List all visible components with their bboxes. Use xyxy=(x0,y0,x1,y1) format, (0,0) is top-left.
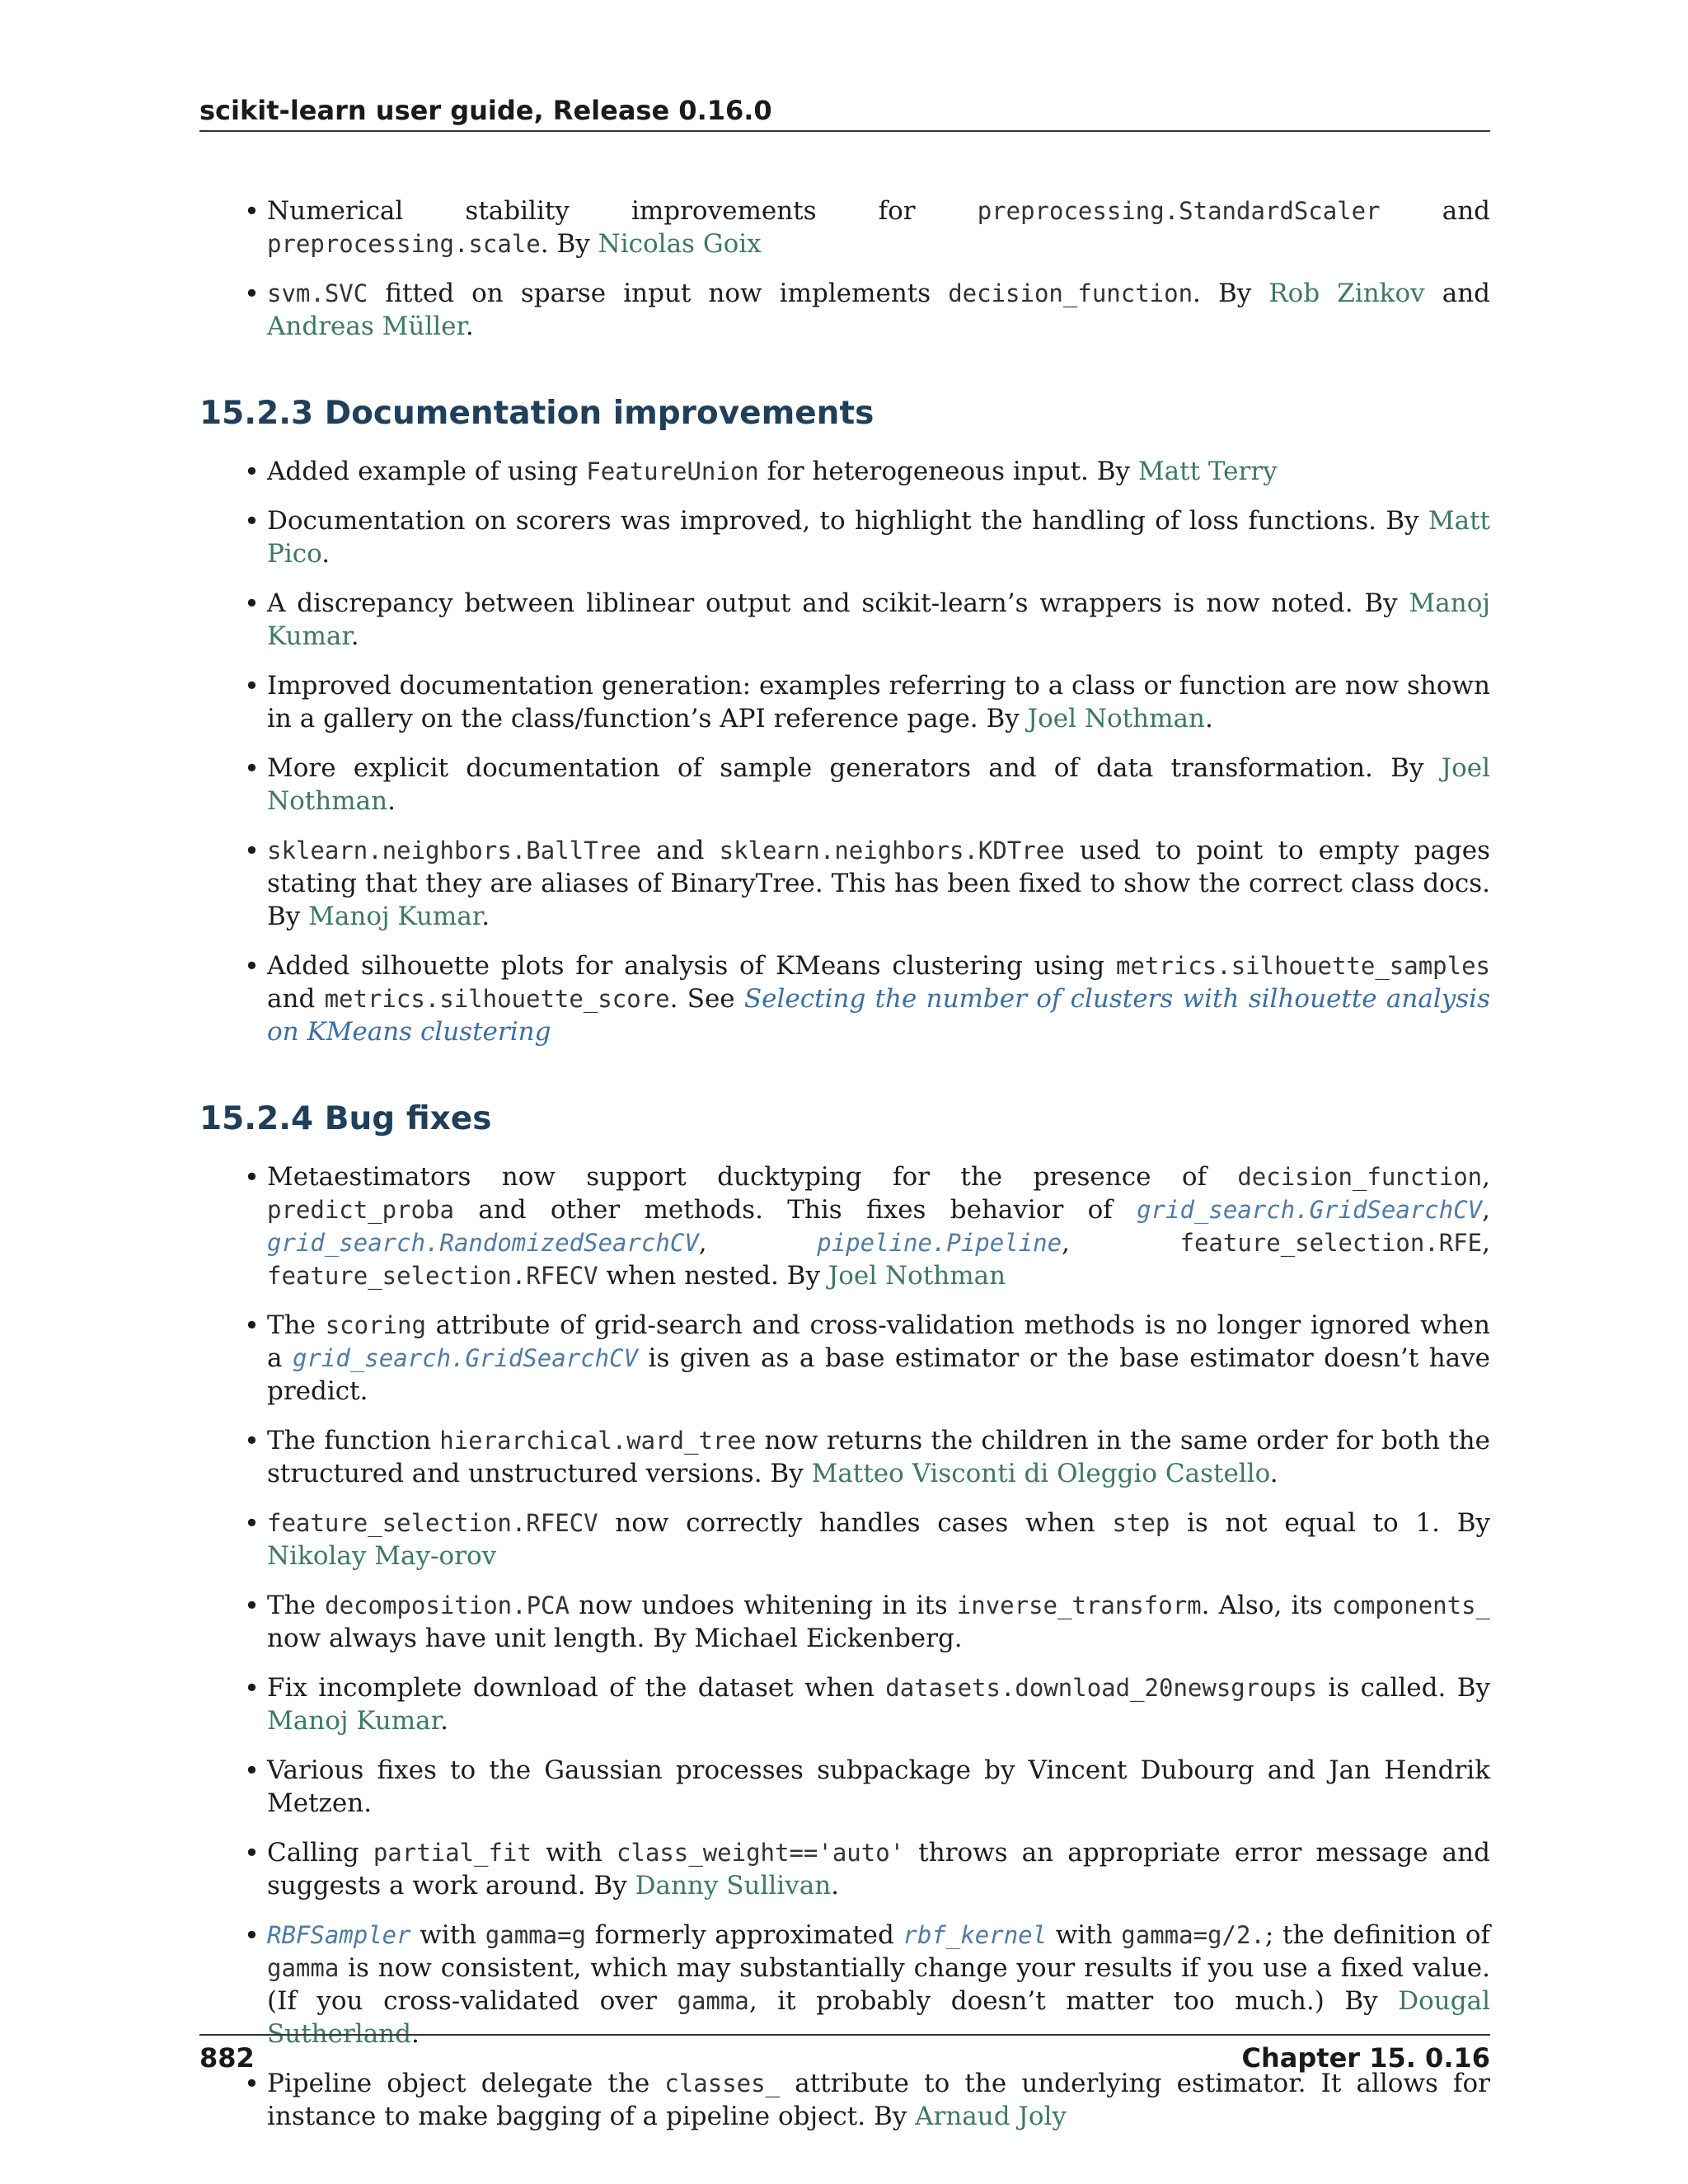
text: The xyxy=(267,1591,326,1620)
text: . xyxy=(350,621,359,651)
code-ref: datasets.download_20newsgroups xyxy=(885,1674,1318,1702)
text: and xyxy=(640,836,720,865)
code-ref: preprocessing.StandardScaler xyxy=(977,197,1381,225)
text: Calling xyxy=(267,1838,373,1868)
text: . xyxy=(411,2019,420,2049)
text: Added silhouette plots for analysis of KMeans clustering using xyxy=(267,951,1117,981)
list-item xyxy=(199,1836,1490,1902)
text: used to point to empty pages stating that they are aliases of BinaryTree. This has been fixed to show the correct class docs. By xyxy=(267,836,1490,931)
list-item xyxy=(199,455,1490,488)
section-heading-bug-fixes: 15.2.4 Bug fixes xyxy=(199,1100,492,1137)
list-item xyxy=(199,1754,1490,1820)
text: . xyxy=(1269,1459,1278,1488)
example-link[interactable]: Selecting the number of clusters with silhouette analysis on KMeans clustering xyxy=(267,984,1490,1047)
code-ref: metrics.silhouette_score xyxy=(324,985,670,1013)
code-ref: decomposition.PCA xyxy=(325,1591,570,1619)
text: . xyxy=(440,1706,448,1736)
text: formerly approximated xyxy=(586,1920,903,1950)
list-item xyxy=(199,504,1490,570)
text: . xyxy=(1204,704,1213,733)
author-link[interactable]: Joel Nothman xyxy=(1027,704,1205,733)
text: . xyxy=(321,539,331,569)
code-ref: scoring xyxy=(325,1311,426,1339)
text: throws an appropriate error message and suggests a work around. By xyxy=(267,1838,1490,1900)
code-ref: metrics.silhouette_samples xyxy=(1116,952,1490,980)
code-ref: gamma=g/2. xyxy=(1121,1921,1265,1949)
text: now returns the children in the same order for both the structured and unstructured versions. By xyxy=(267,1426,1490,1488)
text: Numerical stability improvements for xyxy=(267,196,978,226)
text: Pipeline object delegate the xyxy=(267,2069,665,2098)
code-ref: svm.SVC xyxy=(267,279,368,307)
section-heading-documentation: 15.2.3 Documentation improvements xyxy=(199,395,874,432)
text: , it probably doesn’t matter too much.) By xyxy=(748,1986,1399,2016)
intro-list xyxy=(199,194,1490,343)
code-ref: decision_function xyxy=(1237,1163,1483,1191)
text: , xyxy=(1482,1162,1490,1192)
list-item xyxy=(199,834,1490,933)
text: is not equal to 1. By xyxy=(1170,1508,1490,1538)
text: now always have unit length. By Michael Eickenberg. xyxy=(267,1624,963,1653)
text: Metaestimators now support ducktyping for the presence of xyxy=(267,1162,1238,1192)
text: with xyxy=(410,1920,485,1950)
code-ref: decision_function xyxy=(948,279,1193,307)
list-item xyxy=(199,587,1490,653)
text: and xyxy=(1424,279,1491,308)
api-link[interactable]: grid_search.GridSearchCV xyxy=(1137,1196,1483,1224)
text: A discrepancy between liblinear output and scikit-learn’s wrappers is now noted. By xyxy=(267,588,1409,618)
author-link[interactable]: Manoj Kumar xyxy=(267,1706,441,1736)
text: now undoes whitening in its xyxy=(569,1591,957,1620)
api-link[interactable]: RBFSampler xyxy=(267,1921,411,1949)
page-body xyxy=(199,194,1490,2149)
code-ref: feature_selection.RFECV xyxy=(267,1262,598,1290)
list-item xyxy=(199,194,1490,260)
text: , xyxy=(698,1228,818,1258)
code-ref: gamma xyxy=(677,1987,749,2015)
text: is given as a base estimator or the base estimator doesn’t have predict. xyxy=(267,1343,1491,1406)
text: and xyxy=(267,984,325,1014)
header-rule xyxy=(199,130,1490,132)
author-link[interactable]: Dougal Sutherland xyxy=(267,1986,1490,2049)
api-link[interactable]: rbf_kernel xyxy=(903,1921,1048,1949)
author-link[interactable]: Manoj Kumar xyxy=(308,902,482,931)
text: , xyxy=(1482,1228,1490,1258)
text: with xyxy=(531,1838,617,1868)
text: is called. By xyxy=(1317,1673,1490,1703)
text: when nested. By xyxy=(598,1261,828,1291)
author-link[interactable]: Joel Nothman xyxy=(267,753,1490,816)
list-item xyxy=(199,1160,1490,1292)
code-ref: FeatureUnion xyxy=(586,457,759,485)
list-item xyxy=(199,752,1490,818)
list-item xyxy=(199,1507,1490,1572)
text: for heterogeneous input. By xyxy=(758,457,1138,486)
text: . xyxy=(831,1871,840,1900)
code-ref: hierarchical.ward_tree xyxy=(439,1427,757,1455)
text: now correctly handles cases when xyxy=(598,1508,1113,1538)
author-link[interactable]: Nikolay May-orov xyxy=(267,1541,497,1571)
api-link[interactable]: pipeline.Pipeline xyxy=(817,1229,1062,1257)
list-item xyxy=(199,1671,1490,1737)
list-item xyxy=(199,669,1490,735)
text: Documentation on scorers was improved, to highlight the handling of loss functions. By xyxy=(267,506,1428,536)
bug-fixes-list xyxy=(199,1160,1490,2133)
text: . xyxy=(481,902,490,931)
text: , xyxy=(1482,1195,1490,1225)
code-ref: sklearn.neighbors.BallTree xyxy=(267,837,641,865)
text: Fix incomplete download of the dataset when xyxy=(267,1673,886,1703)
code-ref: partial_fit xyxy=(373,1839,532,1867)
chapter-label: Chapter 15. 0.16 xyxy=(1241,2042,1490,2074)
list-item xyxy=(199,1424,1490,1490)
text: and other methods. This fixes behavior of xyxy=(453,1195,1137,1225)
api-link[interactable]: grid_search.RandomizedSearchCV xyxy=(267,1229,699,1257)
text: is now consistent, which may substantially change your results if you use a fixed value. (If you cross-validated over xyxy=(267,1953,1490,2016)
list-item xyxy=(199,1309,1490,1408)
code-ref: predict_proba xyxy=(267,1196,454,1224)
text: attribute to the underlying estimator. It allows for instance to make bagging of a pipeline object. By xyxy=(267,2069,1491,2131)
api-link[interactable]: grid_search.GridSearchCV xyxy=(293,1344,639,1372)
text: attribute of grid-search and cross-validation methods is no longer ignored when a xyxy=(267,1310,1490,1373)
list-item xyxy=(199,1589,1490,1655)
code-ref: class_weight=='auto' xyxy=(616,1839,905,1867)
page-number: 882 xyxy=(199,2042,255,2074)
text: Various fixes to the Gaussian processes subpackage by Vincent Dubourg and Jan Hendrik Metzen. xyxy=(267,1755,1490,1818)
code-ref: preprocessing.scale xyxy=(267,230,541,258)
author-link[interactable]: Andreas Müller xyxy=(267,312,466,341)
author-link[interactable]: Arnaud Joly xyxy=(915,2102,1067,2131)
list-item xyxy=(199,949,1490,1048)
author-link[interactable]: Matteo Visconti di Oleggio Castello xyxy=(811,1459,1270,1488)
text: with xyxy=(1047,1920,1122,1950)
code-ref: classes_ xyxy=(664,2069,781,2097)
text: . By xyxy=(540,229,598,259)
code-ref: gamma xyxy=(267,1954,340,1982)
text: The xyxy=(267,1310,326,1340)
author-link[interactable]: Joel Nothman xyxy=(828,1261,1006,1291)
text: . By xyxy=(1193,279,1269,308)
code-ref: feature_selection.RFE xyxy=(1179,1229,1483,1257)
text: , xyxy=(1062,1228,1180,1258)
running-header: scikit-learn user guide, Release 0.16.0 xyxy=(199,95,772,126)
text: . See xyxy=(669,984,744,1014)
text: fitted on sparse input now implements xyxy=(368,279,949,308)
list-item xyxy=(199,1919,1490,2050)
author-link[interactable]: Matt Terry xyxy=(1137,457,1278,486)
code-ref: components_ xyxy=(1331,1591,1490,1619)
code-ref: gamma=g xyxy=(485,1921,587,1949)
author-link[interactable]: Matt Pico xyxy=(267,506,1490,569)
text: . xyxy=(465,312,474,341)
documentation-list xyxy=(199,455,1490,1048)
footer-rule xyxy=(199,2034,1490,2036)
text: Added example of using xyxy=(267,457,587,486)
author-link[interactable]: Manoj Kumar xyxy=(267,588,1490,651)
code-ref: step xyxy=(1112,1509,1170,1537)
list-item xyxy=(199,277,1490,343)
text: . Also, its xyxy=(1201,1591,1332,1620)
code-ref: feature_selection.RFECV xyxy=(267,1509,598,1537)
text: Improved documentation generation: examples referring to a class or function are now shown in a gallery on the class/function’s API reference page. By xyxy=(267,671,1490,733)
text: The function xyxy=(267,1426,440,1455)
text: . xyxy=(387,786,396,816)
code-ref: inverse_transform xyxy=(956,1591,1202,1619)
list-item xyxy=(199,2067,1490,2133)
text: ; the definition of xyxy=(1264,1920,1490,1950)
author-link[interactable]: Nicolas Goix xyxy=(598,229,762,259)
author-link[interactable]: Rob Zinkov xyxy=(1268,279,1425,308)
text: More explicit documentation of sample generators and of data transformation. By xyxy=(267,753,1442,783)
text: and xyxy=(1380,196,1490,226)
code-ref: sklearn.neighbors.KDTree xyxy=(719,837,1065,865)
author-link[interactable]: Danny Sullivan xyxy=(635,1871,832,1900)
